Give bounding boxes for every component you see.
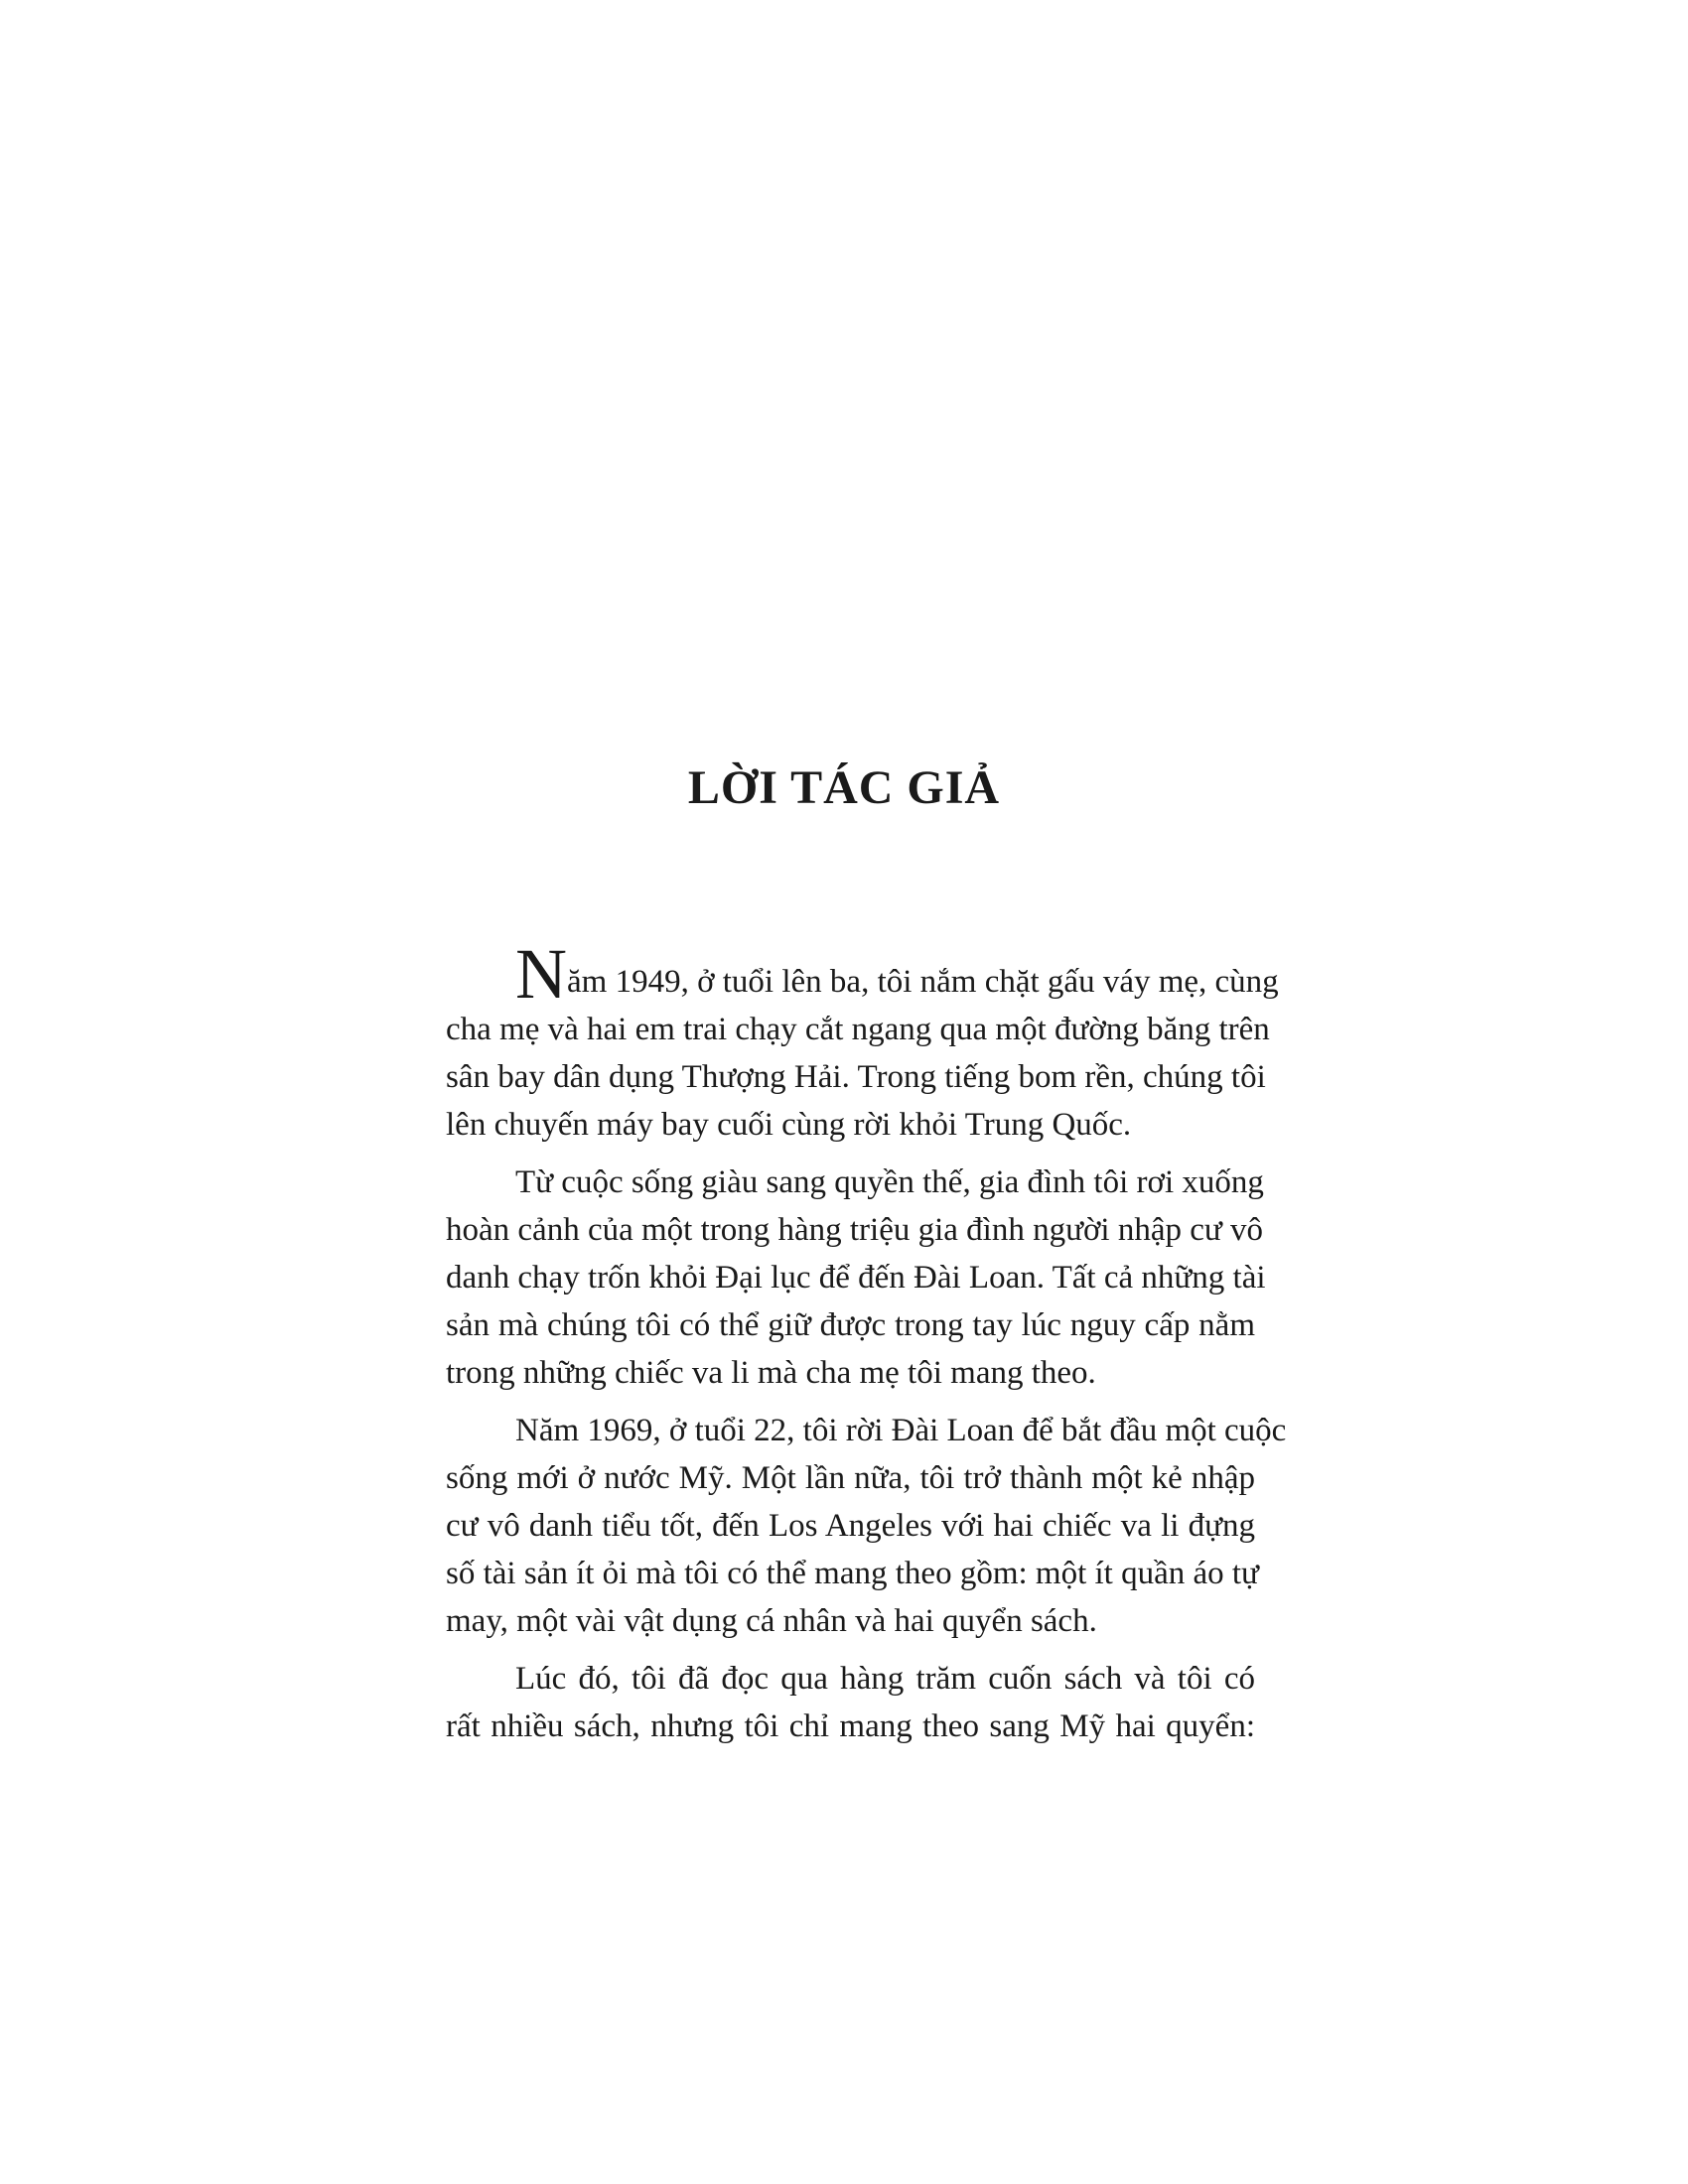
- text-line: [446, 934, 1279, 1014]
- text-line: sản mà chúng tôi có thể giữ được trong tay lúc nguy cấp nằm: [446, 1307, 1255, 1343]
- paragraph-3: [446, 1407, 1287, 1645]
- text-line: sân bay dân dụng Thượng Hải. Trong tiếng bom rền, chúng tôi: [446, 1059, 1266, 1095]
- text-line: sống mới ở nước Mỹ. Một lần nữa, tôi trở thành một kẻ nhập: [446, 1460, 1255, 1496]
- body-text: [446, 934, 1287, 1750]
- text-line: cư vô danh tiểu tốt, đến Los Angeles với hai chiếc va li đựng: [446, 1508, 1255, 1544]
- paragraph-1: [446, 934, 1279, 1149]
- page-title: LỜI TÁC GIẢ: [687, 761, 1001, 814]
- text-line: rất nhiều sách, nhưng tôi chỉ mang theo sang Mỹ hai quyển:: [446, 1708, 1255, 1744]
- text-line: cha mẹ và hai em trai chạy cắt ngang qua một đường băng trên: [446, 1012, 1270, 1047]
- text-line: Năm 1969, ở tuổi 22, tôi rời Đài Loan để bắt đầu một cuộc: [515, 1413, 1287, 1448]
- text-line-content: ăm 1949, ở tuổi lên ba, tôi nắm chặt gấu váy mẹ, cùng: [567, 964, 1279, 1000]
- text-line: Từ cuộc sống giàu sang quyền thế, gia đình tôi rơi xuống: [515, 1164, 1264, 1200]
- text-line: hoàn cảnh của một trong hàng triệu gia đình người nhập cư vô: [446, 1212, 1264, 1248]
- text-line: lên chuyến máy bay cuối cùng rời khỏi Trung Quốc.: [446, 1107, 1132, 1143]
- text-line: số tài sản ít ỏi mà tôi có thể mang theo gồm: một ít quần áo tự: [446, 1556, 1259, 1591]
- paragraph-4: [446, 1655, 1255, 1750]
- drop-cap: N: [515, 934, 567, 1014]
- paragraph-2: [446, 1159, 1266, 1397]
- text-line: Lúc đó, tôi đã đọc qua hàng trăm cuốn sách và tôi có: [515, 1661, 1255, 1697]
- text-line: may, một vài vật dụng cá nhân và hai quyển sách.: [446, 1603, 1097, 1639]
- text-line: trong những chiếc va li mà cha mẹ tôi mang theo.: [446, 1355, 1096, 1391]
- text-line: danh chạy trốn khỏi Đại lục để đến Đài Loan. Tất cả những tài: [446, 1260, 1266, 1296]
